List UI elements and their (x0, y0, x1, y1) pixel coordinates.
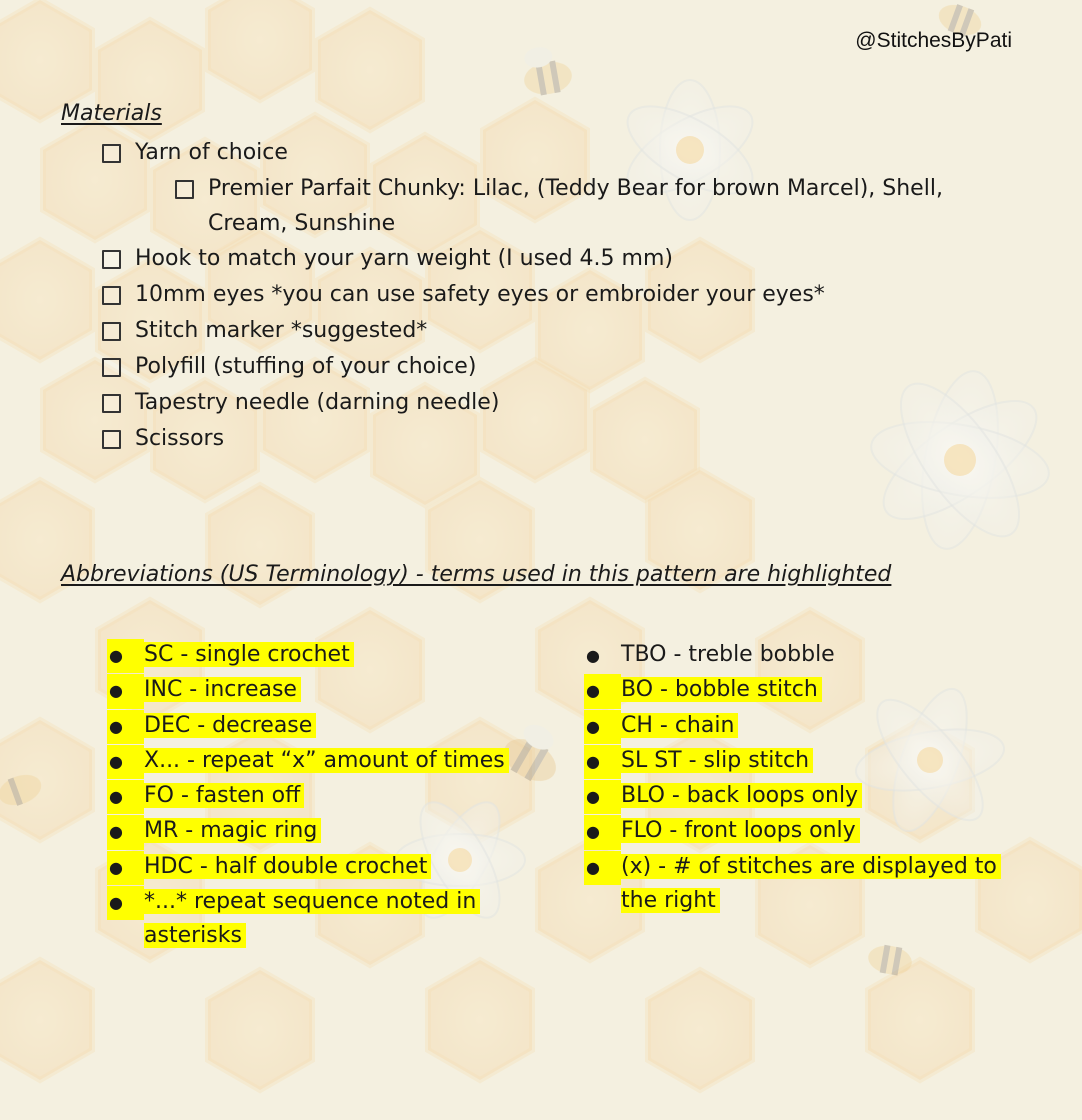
abbreviation-label: MR - magic ring (144, 818, 321, 843)
abbreviation-item (584, 744, 1024, 779)
abbreviation-item (107, 885, 547, 954)
materials-item-label: 10mm eyes *you can use safety eyes or embroider your eyes* (135, 282, 825, 307)
bullet-icon: ● (584, 745, 621, 779)
abbreviation-item (107, 673, 547, 708)
bullet-icon: ● (107, 851, 144, 885)
abbreviation-label: (x) - # of stitches are displayed to the right (621, 854, 1001, 913)
bullet-icon: ● (107, 815, 144, 849)
abbreviation-label: X... - repeat “x” amount of times (144, 748, 509, 773)
checkbox-icon[interactable] (102, 286, 121, 305)
abbreviation-label: CH - chain (621, 713, 738, 738)
abbreviation-item (584, 638, 1024, 673)
checkbox-icon[interactable] (102, 322, 121, 341)
checkbox-icon[interactable] (102, 430, 121, 449)
bullet-icon: ● (107, 639, 144, 673)
materials-item-label: Tapestry needle (darning needle) (135, 390, 500, 415)
abbreviation-item (584, 709, 1024, 744)
materials-item (102, 313, 427, 349)
abbreviation-label: TBO - treble bobble (621, 642, 835, 667)
abbreviation-item (107, 850, 547, 885)
bullet-icon: ● (584, 851, 621, 885)
materials-item-label: Yarn of choice (135, 140, 288, 165)
bullet-icon: ● (584, 710, 621, 744)
abbreviations-left-column (107, 638, 547, 954)
bullet-icon: ● (584, 815, 621, 849)
materials-item (175, 171, 1015, 241)
author-handle: @StitchesByPati (855, 29, 1012, 52)
abbreviation-label: FLO - front loops only (621, 818, 860, 843)
bullet-icon: ● (584, 674, 621, 708)
checkbox-icon[interactable] (102, 144, 121, 163)
abbreviation-item (107, 779, 547, 814)
materials-item (102, 277, 825, 313)
abbreviation-item (584, 850, 1024, 919)
bullet-icon: ● (586, 646, 600, 665)
checkbox-icon[interactable] (175, 180, 194, 199)
materials-item-label: Scissors (135, 426, 225, 451)
bullet-icon: ● (107, 674, 144, 708)
checkbox-icon[interactable] (102, 250, 121, 269)
abbreviation-label: DEC - decrease (144, 713, 316, 738)
materials-item-label: Polyfill (stuffing of your choice) (135, 354, 477, 379)
abbreviation-label: BLO - back loops only (621, 783, 862, 808)
abbreviation-label: INC - increase (144, 677, 301, 702)
abbreviation-item (107, 814, 547, 849)
abbreviation-item (107, 709, 547, 744)
abbreviation-item (107, 638, 547, 673)
abbreviation-item (584, 779, 1024, 814)
abbreviation-label: *...* repeat sequence noted in asterisks (144, 889, 480, 948)
abbreviation-item (584, 814, 1024, 849)
abbreviation-label: SL ST - slip stitch (621, 748, 813, 773)
materials-heading: Materials (61, 101, 162, 126)
bullet-icon: ● (107, 710, 144, 744)
checkbox-icon[interactable] (102, 358, 121, 377)
abbreviation-item (584, 673, 1024, 708)
materials-item-label: Stitch marker *suggested* (135, 318, 428, 343)
abbreviation-label: HDC - half double crochet (144, 854, 431, 879)
abbreviations-heading: Abbreviations (US Terminology) - terms used in this pattern are highlighted (61, 562, 892, 587)
materials-item (102, 135, 288, 171)
materials-item (102, 349, 476, 385)
materials-item-label: Premier Parfait Chunky: Lilac, (Teddy Bear for brown Marcel), Shell, Cream, Sunshine (208, 176, 943, 236)
materials-item (102, 421, 224, 457)
abbreviation-label: FO - fasten off (144, 783, 304, 808)
materials-item (102, 241, 673, 277)
abbreviation-label: BO - bobble stitch (621, 677, 822, 702)
abbreviation-item (107, 744, 547, 779)
materials-item-label: Hook to match your yarn weight (I used 4.5 mm) (135, 246, 673, 271)
materials-item (102, 385, 499, 421)
bullet-icon: ● (107, 745, 144, 779)
bullet-icon: ● (107, 780, 144, 814)
bullet-icon: ● (584, 780, 621, 814)
abbreviations-right-column (584, 638, 1024, 918)
abbreviation-label: SC - single crochet (144, 642, 354, 667)
checkbox-icon[interactable] (102, 394, 121, 413)
bullet-icon: ● (107, 886, 144, 920)
